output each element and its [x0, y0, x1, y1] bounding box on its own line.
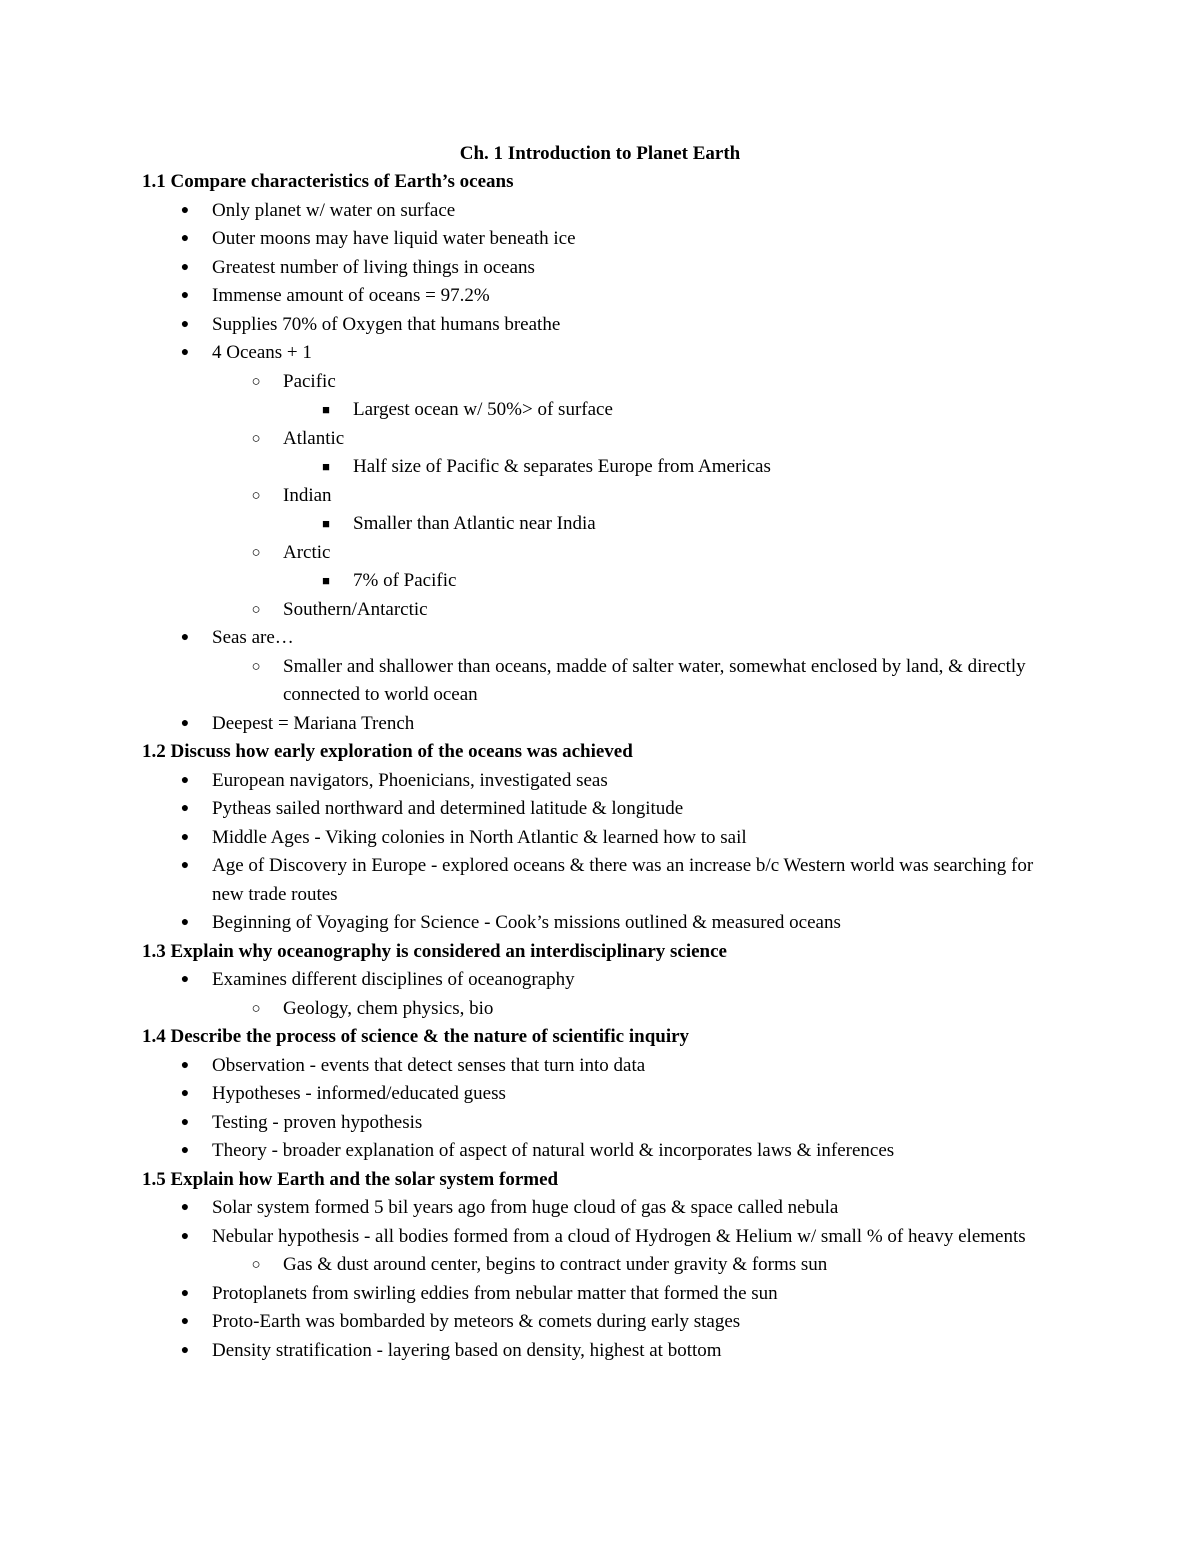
hollow-circle-bullet-icon: ○ [251, 430, 261, 447]
list-item-text: Solar system formed 5 bil years ago from huge cloud of gas & space called nebula [212, 1197, 839, 1218]
list-item-text: European navigators, Phoenicians, investigated seas [212, 769, 608, 791]
list-item [142, 339, 1062, 368]
filled-circle-bullet-icon: ● [180, 1314, 190, 1329]
filled-circle-bullet-icon: ● [180, 1228, 190, 1244]
list-item-text: Greatest number of living things in oceans [212, 256, 535, 278]
bullet-list [142, 197, 1062, 739]
list-item [142, 254, 1062, 283]
list-item-text: Proto-Earth was bombarded by meteors & comets during early stages [212, 1311, 741, 1332]
list-item-text: Protoplanets from swirling eddies from nebular matter that formed the sun [212, 1282, 778, 1304]
list-item-text: Outer moons may have liquid water beneath ice [212, 228, 576, 249]
list-item-text: Hypotheses - informed/educated guess [212, 1083, 506, 1104]
filled-circle-bullet-icon: ● [180, 772, 190, 788]
list-item-text: Age of Discovery in Europe - explored oceans & there was an increase b/c Western world was searching for new trade routes [212, 855, 1034, 905]
list-item [142, 767, 1062, 796]
filled-circle-bullet-icon: ● [180, 801, 190, 816]
list-item [142, 653, 1062, 710]
document-body [142, 168, 1062, 1365]
list-item-text: 7% of Pacific [353, 570, 457, 591]
list-item [142, 567, 1062, 596]
list-item [142, 1052, 1062, 1081]
square-bullet-icon: ■ [322, 573, 330, 588]
list-item-text: Density stratification - layering based on density, highest at bottom [212, 1339, 722, 1361]
list-item [142, 1137, 1062, 1166]
list-item [142, 1194, 1062, 1223]
list-item [142, 1080, 1062, 1109]
list-item [142, 425, 1062, 454]
list-item-text: 4 Oceans + 1 [212, 342, 312, 363]
list-item-text: Immense amount of oceans = 97.2% [212, 285, 490, 306]
list-item [142, 396, 1062, 425]
filled-circle-bullet-icon: ● [180, 231, 190, 246]
section-heading: 1.2 Discuss how early exploration of the oceans was achieved [142, 741, 633, 762]
filled-circle-bullet-icon: ● [180, 1057, 190, 1073]
section-heading: 1.1 Compare characteristics of Earth’s oceans [142, 171, 514, 192]
filled-circle-bullet-icon: ● [180, 972, 190, 987]
list-item-text: Pytheas sailed northward and determined latitude & longitude [212, 798, 684, 819]
filled-circle-bullet-icon: ● [180, 1342, 190, 1358]
filled-circle-bullet-icon: ● [180, 829, 190, 845]
list-item [142, 852, 1062, 909]
bullet-list [142, 1194, 1062, 1365]
list-item [142, 1109, 1062, 1138]
square-bullet-icon: ■ [322, 459, 330, 474]
hollow-circle-bullet-icon: ○ [251, 658, 261, 675]
list-item [142, 225, 1062, 254]
list-item-text: Smaller than Atlantic near India [353, 513, 596, 534]
list-item [142, 966, 1062, 995]
list-item-text: Examines different disciplines of oceanography [212, 969, 575, 990]
filled-circle-bullet-icon: ● [180, 1285, 190, 1301]
list-item [142, 482, 1062, 511]
filled-circle-bullet-icon: ● [180, 1143, 190, 1158]
bullet-list [142, 767, 1062, 938]
list-item [142, 539, 1062, 568]
filled-circle-bullet-icon: ● [180, 1114, 190, 1130]
bullet-list [142, 1052, 1062, 1166]
list-item [142, 909, 1062, 938]
hollow-circle-bullet-icon: ○ [251, 1000, 261, 1017]
list-item [142, 510, 1062, 539]
list-item [142, 710, 1062, 739]
list-item [142, 795, 1062, 824]
filled-circle-bullet-icon: ● [180, 202, 190, 218]
list-item [142, 197, 1062, 226]
list-item [142, 1223, 1062, 1252]
list-item [142, 1280, 1062, 1309]
hollow-circle-bullet-icon: ○ [251, 487, 261, 504]
list-item [142, 1337, 1062, 1366]
list-item-text: Deepest = Mariana Trench [212, 712, 415, 734]
bullet-list [142, 966, 1062, 1023]
list-item-text: Half size of Pacific & separates Europe from Americas [353, 456, 771, 477]
square-bullet-icon: ■ [322, 516, 330, 531]
filled-circle-bullet-icon: ● [180, 715, 190, 731]
list-item-text: Nebular hypothesis - all bodies formed from a cloud of Hydrogen & Helium w/ small % of heavy elements [212, 1225, 1026, 1247]
section-heading: 1.3 Explain why oceanography is considered an interdisciplinary science [142, 940, 727, 962]
list-item-text: Seas are… [212, 627, 294, 648]
list-item [142, 453, 1062, 482]
section-heading: 1.4 Describe the process of science & the nature of scientific inquiry [142, 1026, 690, 1047]
hollow-circle-bullet-icon: ○ [251, 373, 261, 390]
list-item-text: Middle Ages - Viking colonies in North Atlantic & learned how to sail [212, 826, 747, 848]
list-item-text: Largest ocean w/ 50%> of surface [353, 399, 613, 420]
list-item-text: Observation - events that detect senses that turn into data [212, 1054, 646, 1076]
section-heading: 1.5 Explain how Earth and the solar system formed [142, 1168, 559, 1190]
list-item-text: Arctic [283, 541, 331, 563]
list-item-text: Pacific [283, 370, 336, 392]
list-item [142, 624, 1062, 653]
list-item-text: Smaller and shallower than oceans, madde of salter water, somewhat enclosed by land, & directly connected to world ocean [283, 655, 1026, 705]
filled-circle-bullet-icon: ● [180, 1200, 190, 1215]
hollow-circle-bullet-icon: ○ [251, 601, 261, 618]
filled-circle-bullet-icon: ● [180, 288, 190, 303]
list-item [142, 1251, 1062, 1280]
list-item-text: Indian [283, 484, 332, 506]
filled-circle-bullet-icon: ● [180, 345, 190, 360]
filled-circle-bullet-icon: ● [180, 259, 190, 275]
filled-circle-bullet-icon: ● [180, 858, 190, 873]
list-item [142, 1308, 1062, 1337]
list-item-text: Southern/Antarctic [283, 598, 428, 620]
list-item [142, 824, 1062, 853]
hollow-circle-bullet-icon: ○ [251, 1257, 261, 1273]
list-item-text: Gas & dust around center, begins to contract under gravity & forms sun [283, 1254, 828, 1275]
filled-circle-bullet-icon: ● [180, 630, 190, 645]
list-item-text: Geology, chem physics, bio [283, 997, 494, 1019]
list-item [142, 596, 1062, 625]
filled-circle-bullet-icon: ● [180, 915, 190, 930]
square-bullet-icon: ■ [322, 402, 330, 417]
list-item [142, 995, 1062, 1024]
list-item-text: Only planet w/ water on surface [212, 199, 456, 221]
list-item-text: Theory - broader explanation of aspect of natural world & incorporates laws & inferences [212, 1140, 895, 1161]
filled-circle-bullet-icon: ● [180, 1086, 190, 1101]
list-item-text: Atlantic [283, 427, 345, 449]
list-item [142, 282, 1062, 311]
list-item [142, 368, 1062, 397]
hollow-circle-bullet-icon: ○ [251, 544, 261, 561]
list-item [142, 311, 1062, 340]
list-item-text: Beginning of Voyaging for Science - Cook’s missions outlined & measured oceans [212, 912, 841, 933]
filled-circle-bullet-icon: ● [180, 316, 190, 332]
list-item-text: Testing - proven hypothesis [212, 1111, 423, 1133]
list-item-text: Supplies 70% of Oxygen that humans breathe [212, 313, 561, 335]
page-title: Ch. 1 Introduction to Planet Earth [459, 143, 741, 164]
